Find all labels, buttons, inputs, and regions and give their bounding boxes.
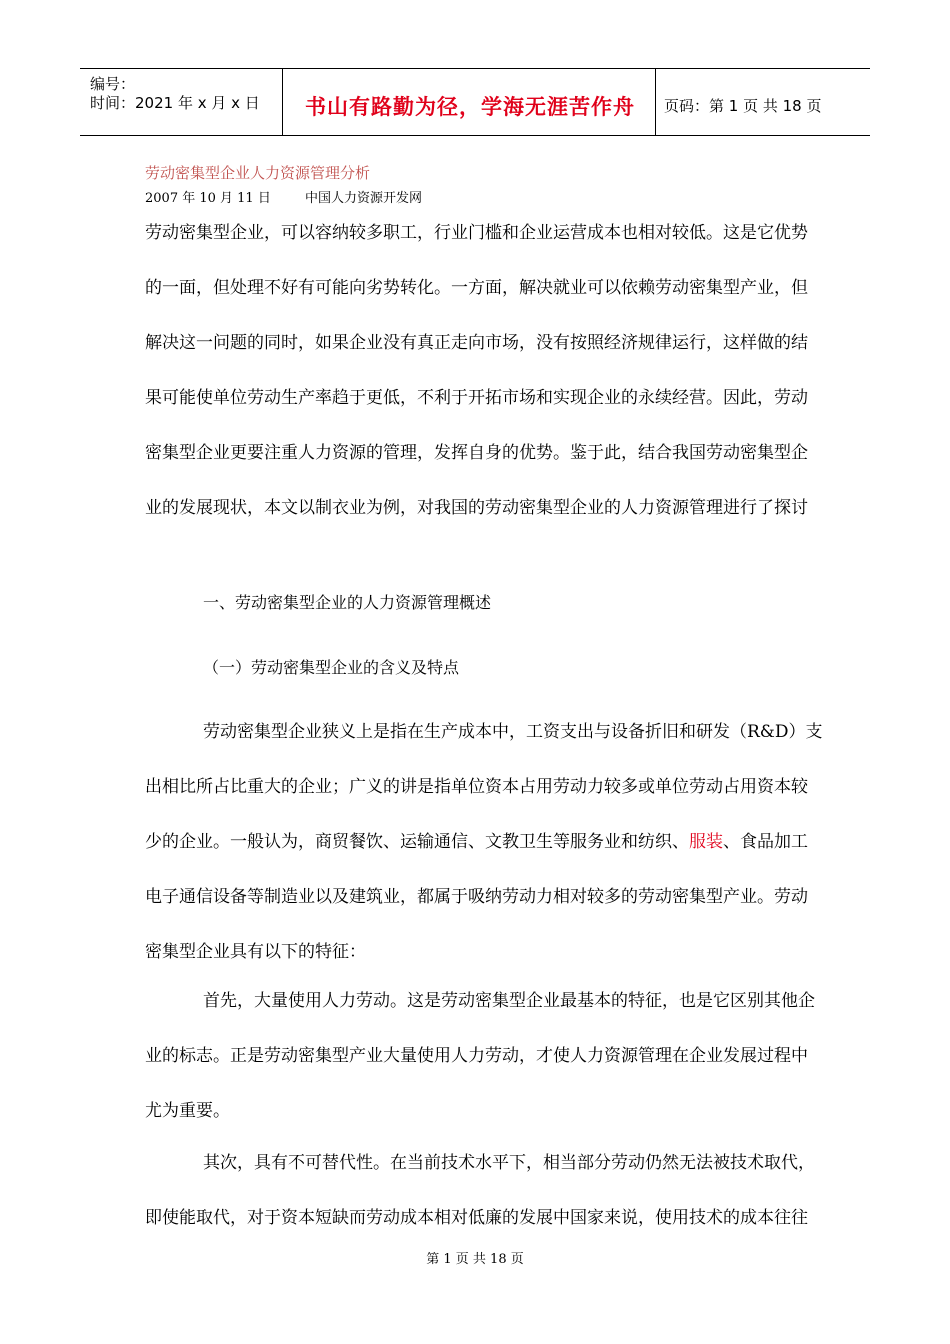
paragraph-line: 电子通信设备等制造业以及建筑业，都属于吸纳劳动力相对较多的劳动密集型产业。劳动 (145, 887, 808, 907)
motto-text: 书山有路勤为径，学海无涯苦作舟 (305, 95, 635, 119)
header-left-cell (80, 69, 283, 135)
paragraph-line-with-link (145, 827, 810, 882)
paragraph-line: 首先，大量使用人力劳动。这是劳动密集型企业最基本的特征，也是它区别其他企 (203, 991, 815, 1011)
paragraph-line: 出相比所占比重大的企业；广义的讲是指单位资本占用劳动力较多或单位劳动占用资本较 (145, 777, 808, 797)
paragraph-line: 尤为重要。 (145, 1101, 230, 1121)
clothing-link[interactable]: 服装 (689, 832, 723, 852)
page-footer: 第 1 页 共 18 页 (426, 1252, 524, 1267)
article-source: 中国人力资源开发网 (304, 191, 422, 206)
line-text: 、食品加工 (723, 832, 808, 852)
article-title: 劳动密集型企业人力资源管理分析 (145, 164, 371, 182)
article-date: 2007 年 10 月 11 日 (145, 191, 271, 206)
second-feature-paragraph (145, 1148, 815, 1258)
document-number-label: 编号： (90, 75, 136, 93)
intro-paragraph (145, 218, 810, 548)
header-right-cell (656, 69, 870, 135)
paragraph-line: 即使能取代，对于资本短缺而劳动成本相对低廉的发展中国家来说，使用技术的成本往往 (145, 1208, 808, 1228)
document-header (80, 68, 870, 136)
paragraph-line: 果可能使单位劳动生产率趋于更低，不利于开拓市场和实现企业的永续经营。因此，劳动 (145, 388, 808, 408)
first-feature-paragraph (145, 986, 815, 1151)
paragraph-line: 密集型企业具有以下的特征： (145, 942, 366, 962)
paragraph-line: 其次，具有不可替代性。在当前技术水平下，相当部分劳动仍然无法被技术取代， (203, 1153, 815, 1173)
paragraph-line: 劳动密集型企业狭义上是指在生产成本中，工资支出与设备折旧和研发（R&D）支 (203, 722, 823, 742)
paragraph-line: 密集型企业更要注重人力资源的管理，发挥自身的优势。鉴于此，结合我国劳动密集型企 (145, 443, 808, 463)
article-meta (145, 187, 452, 206)
line-text: 少的企业。一般认为，商贸餐饮、运输通信、文教卫生等服务业和纺织、 (145, 832, 689, 852)
paragraph-line: 劳动密集型企业，可以容纳较多职工，行业门槛和企业运营成本也相对较低。这是它优势 (145, 223, 808, 243)
section-heading: 一、劳动密集型企业的人力资源管理概述 (203, 593, 492, 612)
paragraph-line: 业的发展现状，本文以制衣业为例，对我国的劳动密集型企业的人力资源管理进行了探讨 (145, 498, 808, 518)
paragraph-line: 解决这一问题的同时，如果企业没有真正走向市场，没有按照经济规律运行，这样做的结 (145, 333, 808, 353)
paragraph-line: 业的标志。正是劳动密集型产业大量使用人力劳动，才使人力资源管理在企业发展过程中 (145, 1046, 808, 1066)
paragraph-line: 的一面，但处理不好有可能向劣势转化。一方面，解决就业可以依赖劳动密集型产业，但 (145, 278, 808, 298)
definition-paragraph (145, 717, 823, 992)
subsection-heading: （一）劳动密集型企业的含义及特点 (203, 658, 460, 677)
header-page-info: 页码：第 1 页 共 18 页 (664, 97, 822, 115)
header-middle-cell (283, 69, 656, 135)
document-time-label: 时间：2021 年 x 月 x 日 (90, 94, 260, 112)
